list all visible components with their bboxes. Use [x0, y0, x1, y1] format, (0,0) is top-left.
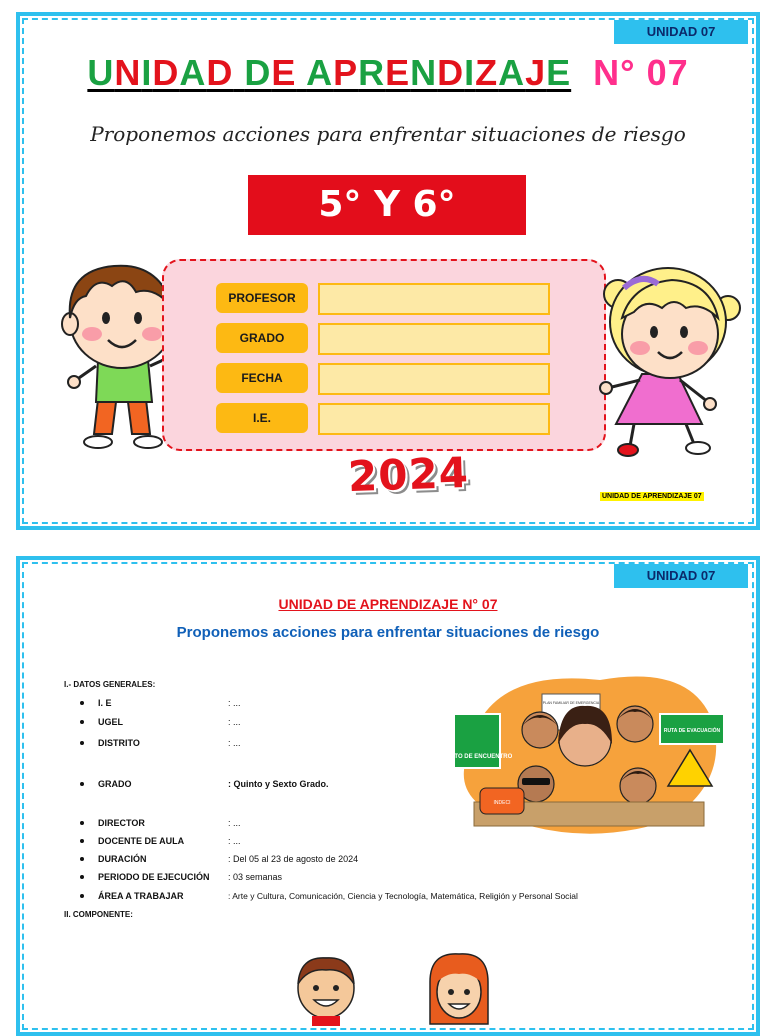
bullet-icon	[80, 720, 84, 724]
title-letter: I	[464, 52, 476, 93]
row-value: : Arte y Cultura, Comunicación, Ciencia y Tecnología, Matemática, Religión y Personal Social	[228, 891, 578, 901]
row-label: ÁREA A TRABAJAR	[98, 891, 184, 901]
unit-tab: UNIDAD 07	[614, 20, 748, 44]
row-label: PERIODO DE EJECUCIÓN	[98, 872, 210, 882]
row-label: DISTRITO	[98, 738, 140, 748]
row-label: DURACIÓN	[98, 854, 147, 864]
title-letter: D	[152, 52, 180, 93]
title-letter: D	[437, 52, 465, 93]
sign-ruta-evacuacion: RUTA DE EVACUACIÓN	[663, 728, 721, 734]
row-label: I. E	[98, 698, 112, 708]
document-title: UNIDAD DE APRENDIZAJE N° 07	[278, 596, 498, 612]
ie-field[interactable]	[318, 403, 550, 435]
bullet-icon	[80, 839, 84, 843]
title-letter: P	[333, 52, 359, 93]
document-subtitle: Proponemos acciones para enfrentar situaciones de riesgo	[176, 624, 600, 641]
row-value: : ...	[228, 738, 241, 748]
bullet-icon	[80, 875, 84, 879]
cover-page	[16, 12, 760, 530]
row-value: : Quinto y Sexto Grado.	[228, 779, 329, 789]
title-letter: A	[179, 52, 207, 93]
row-label: GRADO	[98, 779, 132, 789]
cover-subtitle: Proponemos acciones para enfrentar situaciones de riesgo	[90, 122, 686, 146]
sign-indeci: INDECI	[493, 800, 511, 806]
title-letter: I	[141, 52, 153, 93]
sign-plan-familiar: PLAN FAMILIAR DE EMERGENCIA	[542, 701, 600, 705]
girl-illustration	[582, 248, 742, 458]
section-componente: II. COMPONENTE:	[64, 910, 133, 919]
row-value: : ...	[228, 698, 241, 708]
row-label: DIRECTOR	[98, 818, 145, 828]
profesor-field[interactable]	[318, 283, 550, 315]
boy-mascot-illustration	[286, 954, 366, 1026]
grado-field[interactable]	[318, 323, 550, 355]
form-row-fecha	[216, 363, 548, 393]
title-letter: D	[244, 52, 272, 93]
title-letter: R	[358, 52, 386, 93]
title-letter: J	[525, 52, 547, 93]
cover-title-number: N° 07	[593, 52, 689, 93]
title-letter: U	[87, 52, 115, 93]
title-letter	[296, 52, 306, 93]
title-letter: A	[498, 52, 526, 93]
form-label-fecha: FECHA	[216, 363, 308, 393]
form-label-profesor: PROFESOR	[216, 283, 308, 313]
grade-banner: 5° Y 6° GRADO	[248, 175, 526, 235]
row-label: DOCENTE DE AULA	[98, 836, 185, 846]
title-letter: E	[271, 52, 297, 93]
row-value: : ...	[228, 717, 241, 727]
title-letter: N	[114, 52, 142, 93]
emergency-illustration	[441, 660, 730, 840]
cover-title-main	[87, 52, 571, 93]
year-badge: 2024	[347, 447, 470, 502]
row-value: : Del 05 al 23 de agosto de 2024	[228, 854, 359, 864]
sign-punto-encuentro: PUNTO DE ENCUENTRO	[441, 754, 513, 760]
form-row-profesor	[216, 283, 548, 313]
title-letter: D	[206, 52, 234, 93]
row-value: : ...	[228, 818, 241, 828]
bullet-icon	[80, 701, 84, 705]
footer-tag: UNIDAD DE APRENDIZAJE 07	[602, 493, 702, 500]
row-value: : ...	[228, 836, 241, 846]
title-letter: A	[306, 52, 334, 93]
bullet-icon	[80, 782, 84, 786]
bullet-icon	[80, 894, 84, 898]
fecha-field[interactable]	[318, 363, 550, 395]
row-label: UGEL	[98, 717, 124, 727]
form-panel	[162, 259, 606, 451]
girl-mascot-illustration	[424, 952, 494, 1026]
boy-illustration	[56, 252, 196, 452]
form-label-grado: GRADO	[216, 323, 308, 353]
general-data-page	[16, 556, 760, 1036]
unit-tab: UNIDAD 07	[614, 564, 748, 588]
section-datos-generales: I.- DATOS GENERALES:	[64, 680, 156, 689]
form-row-ie	[216, 403, 548, 433]
bullet-icon	[80, 741, 84, 745]
title-letter: N	[410, 52, 438, 93]
title-letter: E	[385, 52, 411, 93]
bullet-icon	[80, 821, 84, 825]
row-value: : 03 semanas	[228, 872, 283, 882]
title-letter: Z	[475, 52, 499, 93]
form-row-grado	[216, 323, 548, 353]
form-label-ie: I.E.	[216, 403, 308, 433]
title-letter: E	[546, 52, 572, 93]
cover-title	[16, 52, 760, 94]
title-letter	[233, 52, 244, 93]
bullet-icon	[80, 857, 84, 861]
